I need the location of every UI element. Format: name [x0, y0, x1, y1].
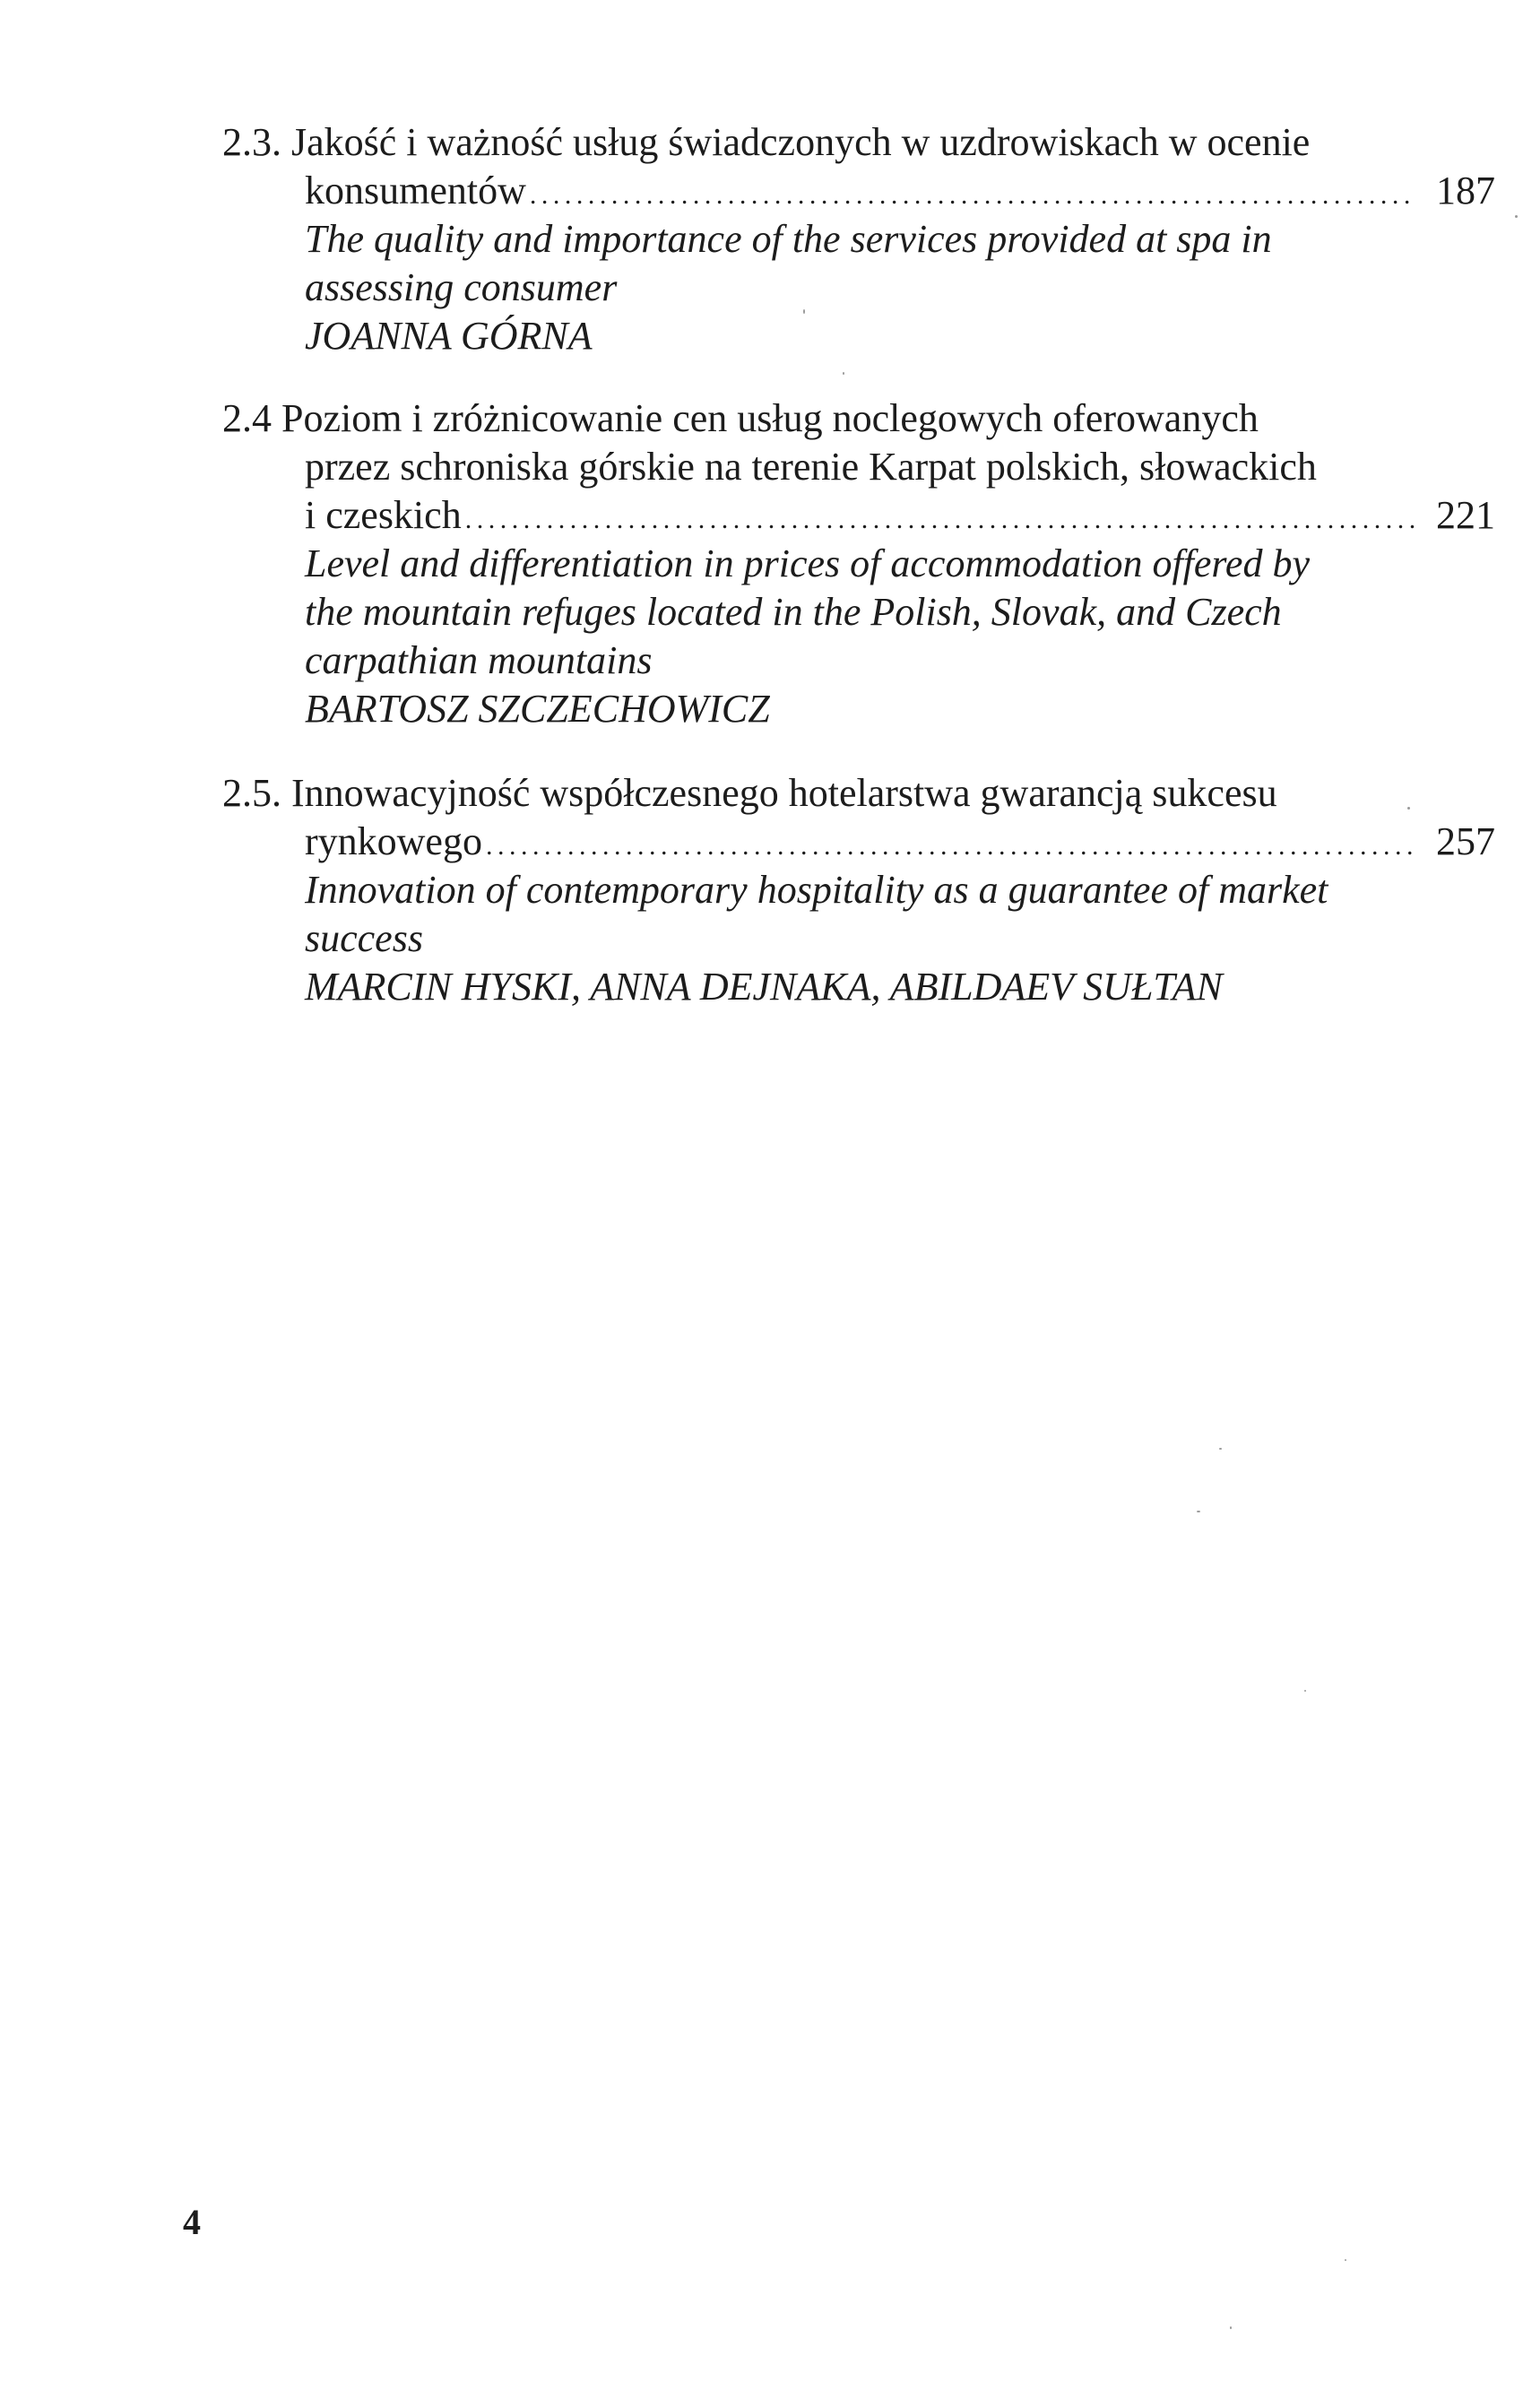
footer-page-number: 4	[183, 2202, 201, 2242]
english-title-line: Level and differentiation in prices of accommodation offered by	[305, 541, 1310, 585]
page-number: 257	[1436, 819, 1495, 863]
scan-speck	[1304, 1690, 1306, 1692]
toc-entry-2-4	[222, 394, 1495, 733]
entry-title-end: rynkowego	[305, 819, 482, 863]
entry-authors: BARTOSZ SZCZECHOWICZ	[305, 687, 770, 731]
scan-speck	[843, 372, 844, 375]
page-number: 221	[1436, 493, 1495, 537]
scan-speck	[1230, 2326, 1232, 2329]
scan-speck	[1219, 1448, 1222, 1450]
scan-speck	[1515, 215, 1518, 218]
entry-title-end: konsumentów	[305, 169, 526, 212]
entry-title-line: 2.3. Jakość i ważność usług świadczonych w uzdrowiskach w ocenie	[222, 120, 1311, 164]
scan-speck	[1345, 2259, 1346, 2261]
dot-leader	[465, 491, 1416, 544]
page-number: 187	[1436, 169, 1495, 212]
english-title-line: The quality and importance of the services provided at spa in	[305, 217, 1272, 261]
english-title-line: Innovation of contemporary hospitality as a guarantee of market	[305, 868, 1328, 912]
scan-speck	[1197, 1511, 1200, 1512]
toc-entry-2-5	[222, 769, 1495, 1011]
dot-leader	[530, 167, 1416, 220]
entry-authors: JOANNA GÓRNA	[305, 314, 593, 358]
entry-leader-line	[222, 491, 1495, 540]
entry-title-line: przez schroniska górskie na terenie Karpat polskich, słowackich	[305, 445, 1317, 489]
entry-title-end: i czeskich	[305, 493, 462, 537]
entry-authors: MARCIN HYSKI, ANNA DEJNAKA, ABILDAEV SUŁTAN	[305, 965, 1223, 1009]
entry-title-line: 2.5. Innowacyjność współczesnego hotelarstwa gwarancją sukcesu	[222, 771, 1277, 815]
entry-leader-line	[222, 818, 1495, 866]
english-title-line: success	[305, 916, 423, 960]
entry-title-line: 2.4 Poziom i zróżnicowanie cen usług noclegowych oferowanych	[222, 396, 1259, 440]
english-title-line: carpathian mountains	[305, 638, 653, 682]
scan-speck	[803, 309, 805, 314]
entry-leader-line	[222, 167, 1495, 215]
scan-speck	[1407, 807, 1410, 810]
english-title-line: the mountain refuges located in the Polish, Slovak, and Czech	[305, 590, 1282, 634]
english-title-line: assessing consumer	[305, 265, 618, 309]
dot-leader	[486, 818, 1416, 871]
toc-entry-2-3	[222, 118, 1495, 360]
